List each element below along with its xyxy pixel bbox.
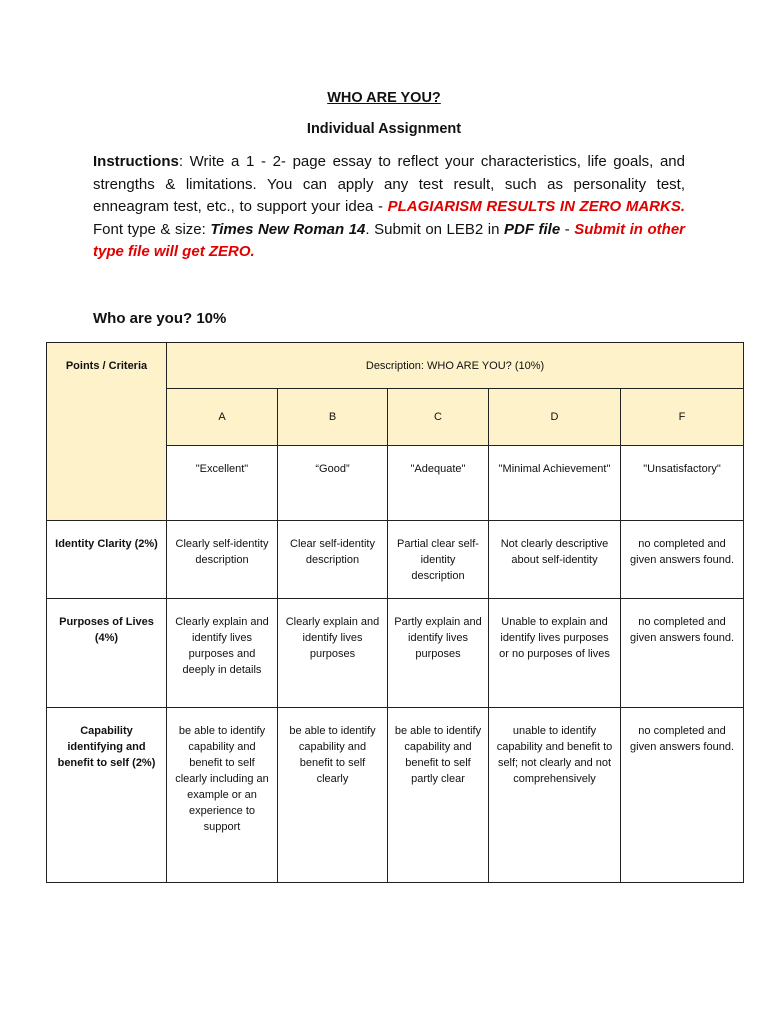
rubric-cell: Clear self-identity description [278, 521, 388, 599]
instructions-text-4: - [560, 220, 575, 238]
rubric-header-row [47, 343, 744, 389]
rubric-cell: be able to identify capability and benefit to self clearly [278, 708, 388, 883]
rubric-cell: Clearly explain and identify lives purposes [278, 599, 388, 708]
rubric-cell: be able to identify capability and benefit to self clearly including an example or an experience to support [167, 708, 278, 883]
rubric-table [46, 342, 744, 883]
grade-label: "Minimal Achievement" [489, 446, 621, 521]
criterion-label: Purposes of Lives (4%) [47, 599, 167, 708]
rubric-cell: unable to identify capability and benefit to self; not clearly and not comprehensively [489, 708, 621, 883]
page-title: WHO ARE YOU? [327, 90, 441, 106]
rubric-cell: no completed and given answers found. [621, 708, 744, 883]
instructions-label: Instructions [93, 153, 179, 170]
plagiarism-warning: PLAGIARISM RESULTS IN ZERO MARKS. [387, 198, 685, 215]
assignment-subtitle: Individual Assignment [306, 121, 462, 137]
grade-letter: F [621, 389, 744, 446]
criteria-header: Points / Criteria [47, 343, 167, 521]
rubric-cell: Partly explain and identify lives purposes [388, 599, 489, 708]
grade-letter: D [489, 389, 621, 446]
font-spec: Times New Roman 14 [210, 220, 366, 238]
grade-label: "Adequate" [388, 446, 489, 521]
section-heading: Who are you? 10% [93, 310, 227, 327]
rubric-cell: no completed and given answers found. [621, 521, 744, 599]
rubric-cell: no completed and given answers found. [621, 599, 744, 708]
instructions-paragraph [93, 151, 685, 264]
rubric-cell: Partial clear self-identity description [388, 521, 489, 599]
grade-label: “Good” [278, 446, 388, 521]
grade-letter: B [278, 389, 388, 446]
rubric-cell: Not clearly descriptive about self-identity [489, 521, 621, 599]
criterion-label: Identity Clarity (2%) [47, 521, 167, 599]
grade-label: "Excellent" [167, 446, 278, 521]
instructions-text-3: . Submit on LEB2 in [365, 220, 504, 238]
file-type-warning: Submit in other type file will get ZERO. [93, 220, 685, 260]
rubric-row-capability [47, 708, 744, 883]
rubric-cell: Unable to explain and identify lives purposes or no purposes of lives [489, 599, 621, 708]
criterion-label: Capability identifying and benefit to self (2%) [47, 708, 167, 883]
instructions-text-1: : Write a 1 - 2- page essay to reflect your characteristics, life goals, and strengths & limitations. You can apply any test result, such as personality test, enneagram test, etc., to support your idea - [93, 153, 685, 215]
rubric-row-purposes-of-lives [47, 599, 744, 708]
file-spec: PDF file [503, 220, 561, 238]
rubric-cell: Clearly self-identity description [167, 521, 278, 599]
rubric-cell: be able to identify capability and benefit to self partly clear [388, 708, 489, 883]
grade-letter: A [167, 389, 278, 446]
rubric-row-identity-clarity [47, 521, 744, 599]
grade-label: "Unsatisfactory" [621, 446, 744, 521]
instructions-text-2: Font type & size: [93, 220, 211, 238]
rubric-cell: Clearly explain and identify lives purposes and deeply in details [167, 599, 278, 708]
description-header: Description: WHO ARE YOU? (10%) [167, 343, 744, 389]
grade-letter: C [388, 389, 489, 446]
